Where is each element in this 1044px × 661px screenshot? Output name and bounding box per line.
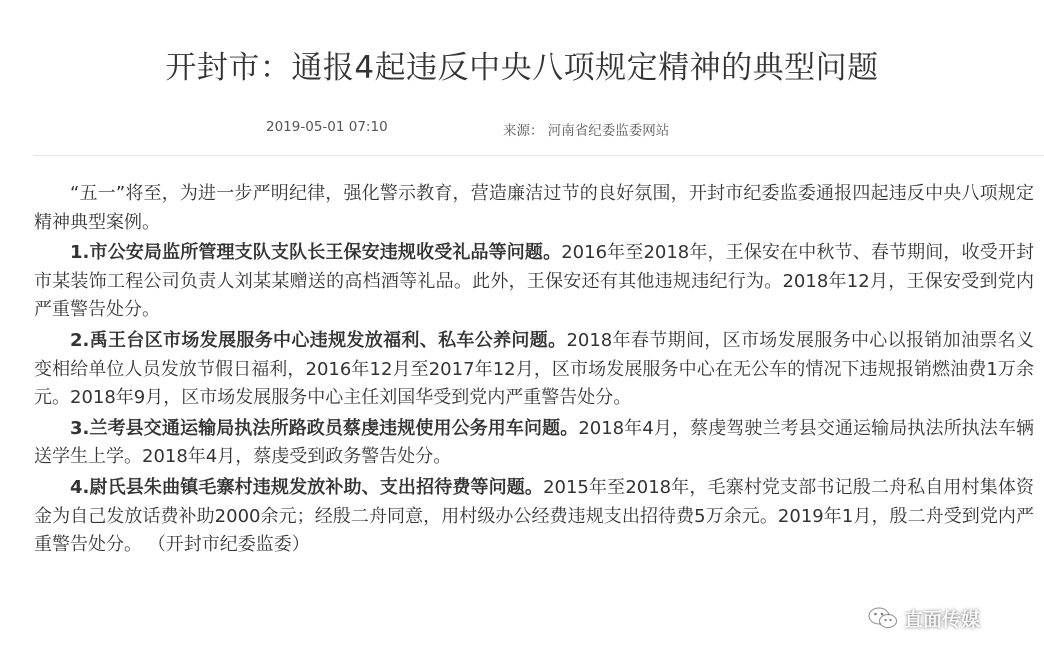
case-heading-3: 3.兰考县交通运输局执法所路政员蔡虔违规使用公务用车问题。 bbox=[70, 417, 579, 439]
case-heading-1: 1.市公安局监所管理支队支队长王保安违规收受礼品等问题。 bbox=[70, 242, 562, 264]
case-paragraph-4 bbox=[34, 474, 1034, 560]
header-divider bbox=[34, 155, 1044, 156]
case-body-3: 2018年4月，蔡虔驾驶兰考县交通运输局执法所执法车辆送学生上学。2018年4月，蔡虔受到政务警告处分。 bbox=[34, 417, 1034, 468]
case-body-4: 2015年至2018年，毛寨村党支部书记殷二舟私自用村集体资金为自己发放话费补助2000余元；经殷二舟同意，用村级办公经费违规支出招待费5万余元。2019年1月，殷二舟受到党内严重警告处分。 （开封市纪委监委） bbox=[34, 476, 1034, 556]
case-paragraph-3 bbox=[34, 415, 1034, 472]
case-paragraph-2 bbox=[34, 327, 1034, 413]
case-body-2: 2018年春节期间，区市场发展服务中心以报销加油票名义变相给单位人员发放节假日福利，2016年12月至2017年12月，区市场发展服务中心在无公车的情况下违规报销燃油费1万余元。2018年9月，区市场发展服务中心主任刘国华受到党内严重警告处分。 bbox=[34, 329, 1034, 409]
wechat-icon bbox=[868, 606, 898, 630]
case-heading-4: 4.尉氏县朱曲镇毛寨村违规发放补助、支出招待费等问题。 bbox=[70, 476, 544, 498]
case-paragraph-1 bbox=[34, 239, 1034, 325]
case-heading-2: 2.禹王台区市场发展服务中心违规发放福利、私车公养问题。 bbox=[70, 329, 567, 351]
publish-date: 2019-05-01 07:10 bbox=[266, 119, 388, 135]
case-body-1: 2016年至2018年，王保安在中秋节、春节期间，收受开封市某装饰工程公司负责人刘某某赠送的高档酒等礼品。此外，王保安还有其他违规违纪行为。2018年12月，王保安受到党内严重警告处分。 bbox=[34, 242, 1034, 321]
watermark-text: 直面传媒 bbox=[904, 608, 981, 631]
article-title: 开封市：通报4起违反中央八项规定精神的典型问题 bbox=[165, 50, 879, 86]
article-source: 来源： 河南省纪委监委网站 bbox=[503, 123, 670, 139]
intro-paragraph: “五一”将至，为进一步严明纪律，强化警示教育，营造廉洁过节的良好氛围，开封市纪委监委通报四起违反中央八项规定精神典型案例。 bbox=[34, 183, 1034, 233]
article-meta bbox=[0, 119, 1044, 141]
wechat-watermark bbox=[868, 605, 980, 631]
article-body bbox=[34, 180, 1034, 562]
